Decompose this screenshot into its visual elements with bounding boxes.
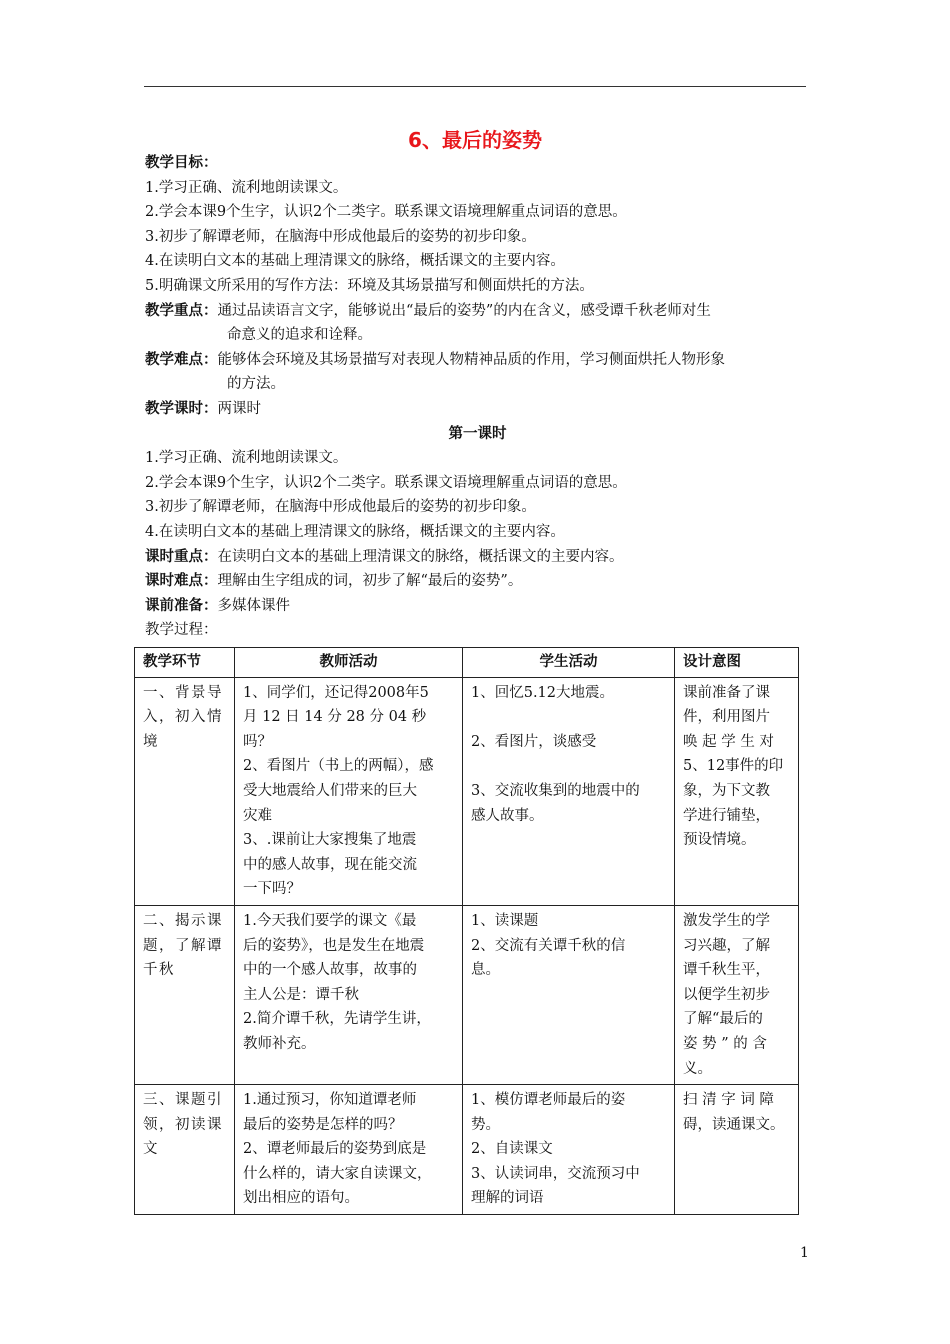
key-points	[145, 299, 810, 324]
cell-text-line: 3、交流收集到的地震中的	[471, 782, 640, 799]
cell-text-line: 1、模仿谭老师最后的姿	[471, 1092, 626, 1109]
cell-text-line: 三、课题引	[143, 1092, 223, 1109]
cell-text-line: 千秋	[143, 962, 175, 979]
cell-text-line: 划出相应的语句。	[243, 1190, 359, 1207]
class-hours-text: 两课时	[217, 400, 261, 417]
cell-text-line: 激发学生的学	[683, 912, 770, 929]
cell-text-line: 1.通过预习，你知道谭老师	[243, 1092, 417, 1109]
difficulties-label: 教学难点：	[145, 351, 218, 368]
difficulties-continued: 的方法。	[227, 376, 285, 393]
cell-text-line: 件，利用图片	[683, 709, 770, 726]
teacher-activity-cell	[235, 677, 463, 905]
header-stage: 教学环节	[135, 648, 235, 678]
header-intent: 设计意图	[675, 648, 799, 678]
cell-text-line: 息。	[471, 962, 500, 979]
cell-text-line: 中的一个感人故事，故事的	[243, 962, 417, 979]
cell-text-line: 扫 清 字 词 障	[683, 1092, 774, 1109]
cell-text-line: 2、自读课文	[471, 1141, 553, 1158]
goal-item: 1.学习正确、流利地朗读课文。	[145, 179, 348, 196]
cell-text-line: 3、认读词串，交流预习中	[471, 1165, 640, 1182]
cell-text-line: 入，初入情	[143, 709, 223, 726]
cell-text-line: 2、看图片（书上的两幅），感	[243, 758, 434, 775]
blank-line	[471, 705, 666, 730]
header-teacher: 教师活动	[235, 648, 463, 678]
teacher-activity-cell	[235, 905, 463, 1084]
key-points-continued: 命意义的追求和诠释。	[227, 327, 372, 344]
cell-text-line: 二、揭示课	[143, 912, 223, 929]
cell-text-line: 势。	[471, 1116, 500, 1133]
cell-text-line: 3、.课前让大家搜集了地震	[243, 832, 417, 849]
table-row	[135, 677, 799, 905]
cell-text-line: 姿 势 ” 的 含	[683, 1035, 767, 1052]
lesson-goal-item: 2.学会本课9个生字，认识2个二类字。联系课文语境理解重点词语的意思。	[145, 474, 627, 491]
lesson-plan-text	[145, 151, 810, 643]
goal-item: 5.明确课文所采用的写作方法：环境及其场景描写和侧面烘托的方法。	[145, 277, 594, 294]
cell-text-line: 最后的姿势是怎样的吗？	[243, 1116, 403, 1133]
cell-text-line: 教师补充。	[243, 1035, 316, 1052]
cell-text-line: 2、看图片，谈感受	[471, 733, 597, 750]
cell-text-line: 2、谭老师最后的姿势到底是	[243, 1141, 427, 1158]
cell-text-line: 一下吗？	[243, 881, 301, 898]
cell-text-line: 主人公是：谭千秋	[243, 986, 359, 1003]
cell-text-line: 1.今天我们要学的课文《最	[243, 912, 417, 929]
cell-text-line: 月 12 日 14 分 28 分 04 秒	[243, 709, 427, 726]
process-label: 教学过程：	[145, 622, 218, 639]
lesson-difficulty-text: 理解由生字组成的词，初步了解“最后的姿势”。	[217, 573, 523, 590]
cell-text-line: 后的姿势》，也是发生在地震	[243, 937, 425, 954]
teaching-process-table	[134, 647, 799, 1215]
lesson-key	[145, 545, 810, 570]
cell-text-line: 5、12事件的印	[683, 758, 784, 775]
cell-text-line: 2、交流有关谭千秋的信	[471, 937, 626, 954]
table-header-row	[135, 648, 799, 678]
lesson-goal-item: 1.学习正确、流利地朗读课文。	[145, 450, 348, 467]
preparation-label: 课前准备：	[145, 597, 218, 614]
cell-text-line: 课前准备了课	[683, 684, 770, 701]
cell-text-line: 受大地震给人们带来的巨大	[243, 782, 417, 799]
lesson-heading: 第一课时	[448, 425, 507, 442]
cell-text-line: 预设情境。	[683, 832, 756, 849]
key-points-text: 通过品读语言文字，能够说出“最后的姿势”的内在含义，感受谭千秋老师对生	[217, 302, 711, 319]
page-number: 1	[800, 1245, 809, 1261]
cell-text-line: 境	[143, 733, 159, 750]
cell-text-line: 一、背景导	[143, 684, 223, 701]
goal-item: 3.初步了解谭老师，在脑海中形成他最后的姿势的初步印象。	[145, 228, 536, 245]
cell-text-line: 吗？	[243, 733, 272, 750]
stage-cell	[135, 677, 235, 905]
cell-text-line: 领，初读课	[143, 1116, 223, 1133]
cell-text-line: 碍，读通课文。	[683, 1116, 785, 1133]
cell-text-line: 题，了解谭	[143, 937, 223, 954]
design-intent-cell	[675, 1085, 799, 1215]
header-rule	[144, 86, 806, 87]
cell-text-line: 理解的词语	[471, 1190, 544, 1207]
cell-text-line: 学进行铺垫，	[683, 807, 770, 824]
cell-text-line: 感人故事。	[471, 807, 544, 824]
student-activity-cell	[463, 905, 675, 1084]
table-row	[135, 905, 799, 1084]
table-row	[135, 1085, 799, 1215]
design-intent-cell	[675, 677, 799, 905]
student-activity-cell	[463, 677, 675, 905]
cell-text-line: 1、同学们，还记得2008年5	[243, 684, 429, 701]
lesson-difficulty-label: 课时难点：	[145, 573, 218, 590]
goal-item: 4.在读明白文本的基础上理清课文的脉络，概括课文的主要内容。	[145, 253, 565, 270]
key-points-label: 教学重点：	[145, 302, 218, 319]
stage-cell	[135, 1085, 235, 1215]
blank-line	[471, 754, 666, 779]
cell-text-line: 中的感人故事，现在能交流	[243, 856, 417, 873]
lesson-key-text: 在读明白文本的基础上理清课文的脉络，概括课文的主要内容。	[217, 548, 624, 565]
class-hours-label: 教学课时：	[145, 400, 218, 417]
goals-label: 教学目标：	[145, 155, 218, 171]
teacher-activity-cell	[235, 1085, 463, 1215]
cell-text-line: 习兴趣，了解	[683, 937, 770, 954]
lesson-key-label: 课时重点：	[145, 548, 218, 565]
difficulties	[145, 348, 810, 373]
cell-text-line: 义。	[683, 1060, 712, 1077]
cell-text-line: 谭千秋生平，	[683, 962, 770, 979]
lesson-difficulty	[145, 569, 810, 594]
cell-text-line: 文	[143, 1141, 159, 1158]
document-title: 6、最后的姿势	[408, 128, 542, 152]
cell-text-line: 以便学生初步	[683, 986, 770, 1003]
cell-text-line: 什么样的，请大家自读课文，	[243, 1165, 432, 1182]
preparation-text: 多媒体课件	[217, 597, 290, 614]
cell-text-line: 灾难	[243, 807, 272, 824]
design-intent-cell	[675, 905, 799, 1084]
stage-cell	[135, 905, 235, 1084]
difficulties-text: 能够体会环境及其场景描写对表现人物精神品质的作用，学习侧面烘托人物形象	[217, 351, 725, 368]
preparation	[145, 594, 810, 619]
goal-item: 2.学会本课9个生字，认识2个二类字。联系课文语境理解重点词语的意思。	[145, 204, 627, 221]
cell-text-line: 象，为下文教	[683, 782, 770, 799]
cell-text-line: 了解“最后的	[683, 1011, 763, 1028]
lesson-goal-item: 3.初步了解谭老师，在脑海中形成他最后的姿势的初步印象。	[145, 499, 536, 516]
cell-text-line: 2.简介谭千秋，先请学生讲，	[243, 1011, 431, 1028]
class-hours	[145, 397, 810, 422]
student-activity-cell	[463, 1085, 675, 1215]
lesson-goal-item: 4.在读明白文本的基础上理清课文的脉络，概括课文的主要内容。	[145, 523, 565, 540]
cell-text-line: 1、回忆5.12大地震。	[471, 684, 615, 701]
cell-text-line: 1、读课题	[471, 912, 539, 929]
header-student: 学生活动	[463, 648, 675, 678]
cell-text-line: 唤 起 学 生 对	[683, 733, 774, 750]
